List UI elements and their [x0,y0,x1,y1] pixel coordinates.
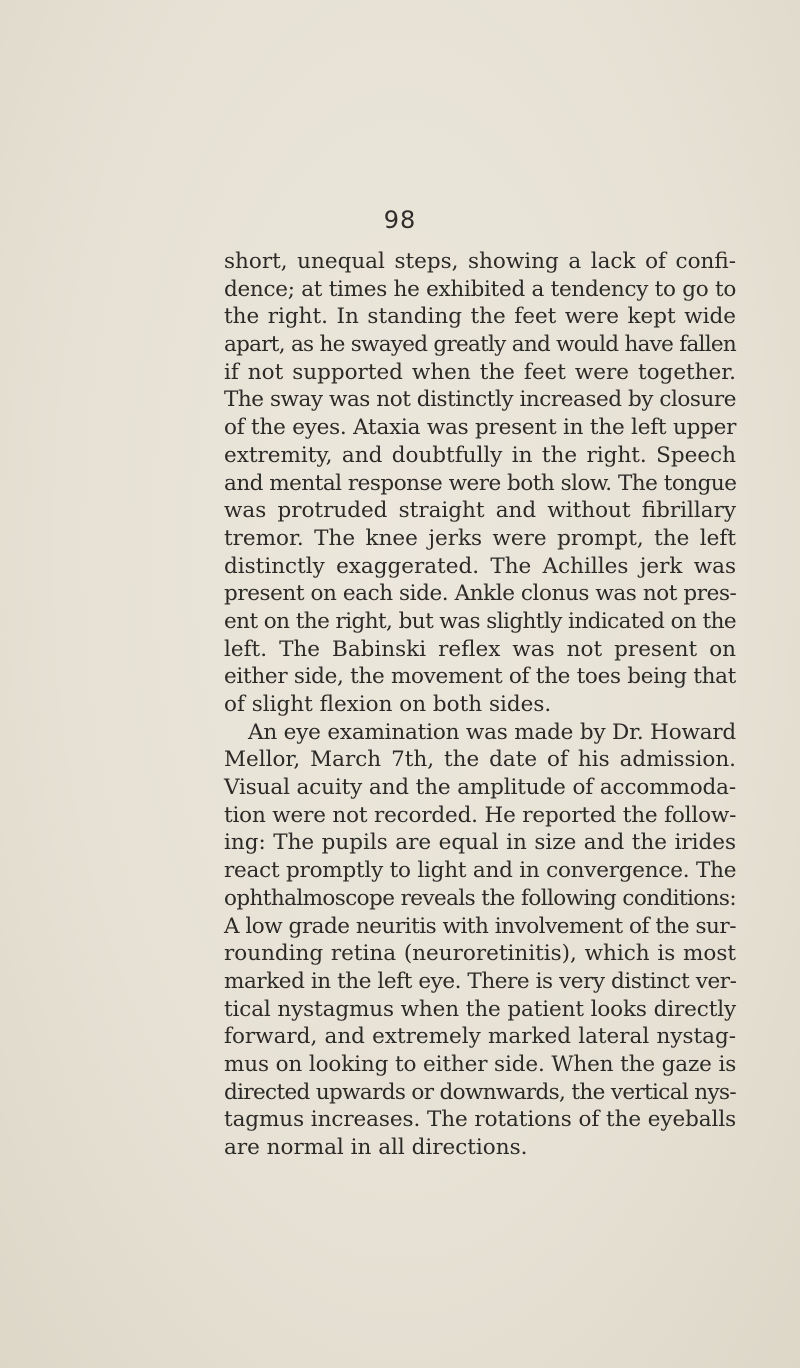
text-line: and mental response were both slow. The tongue [224,470,737,496]
text-line: The sway was not distinctly increased by closure [224,387,736,413]
text-line: rounding retina (neuroretinitis), which is most [224,941,736,967]
text-line: ophthalmoscope reveals the following conditions: [224,885,736,911]
paragraph-1 [224,248,736,719]
text-line: A low grade neuritis with involvement of the sur- [224,913,736,939]
paragraph-2 [224,719,736,1162]
text-line: dence; at times he exhibited a tendency to go to [224,276,737,302]
text-line: of the eyes. Ataxia was present in the left upper [224,415,737,441]
text-line: mus on looking to either side. When the gaze is [224,1051,737,1077]
text-line: Mellor, March 7th, the date of his admission. [224,747,736,773]
text-line: tremor. The knee jerks were prompt, the left [224,525,736,551]
text-line: ent on the right, but was slightly indicated on the [224,608,737,634]
text-line: are normal in all directions. [224,1135,528,1160]
text-line: was protruded straight and without fibrillary [224,498,736,524]
text-line: present on each side. Ankle clonus was not pres- [224,581,737,607]
text-line: tagmus increases. The rotations of the eyeballs [224,1107,737,1133]
text-line: either side, the movement of the toes being that [224,664,737,690]
text-line: forward, and extremely marked lateral nystag- [224,1024,736,1050]
text-line: marked in the left eye. There is very distinct ver- [224,968,737,994]
page-number: 98 [383,206,417,234]
text-line: tical nystagmus when the patient looks directly [224,996,737,1022]
text-line: ing: The pupils are equal in size and the irides [224,830,736,856]
body-text [224,248,736,1162]
text-line: left. The Babinski reflex was not present on [224,636,736,662]
text-line: of slight flexion on both sides. [224,692,552,717]
text-line: An eye examination was made by Dr. Howard [248,719,737,745]
text-line: the right. In standing the feet were kept wide [224,304,736,330]
text-line: tion were not recorded. He reported the follow- [224,802,737,828]
text-line: distinctly exaggerated. The Achilles jerk was [224,553,736,579]
text-line: directed upwards or downwards, the vertical nys- [224,1079,736,1105]
text-line: apart, as he swayed greatly and would have fallen [224,332,736,358]
text-line: Visual acuity and the amplitude of accommoda- [224,775,736,801]
text-line: if not supported when the feet were together. [224,359,736,385]
text-line: short, unequal steps, showing a lack of confi- [224,249,736,274]
text-line: extremity, and doubtfully in the right. Speech [224,442,736,468]
text-line: react promptly to light and in convergence. The [224,858,737,884]
